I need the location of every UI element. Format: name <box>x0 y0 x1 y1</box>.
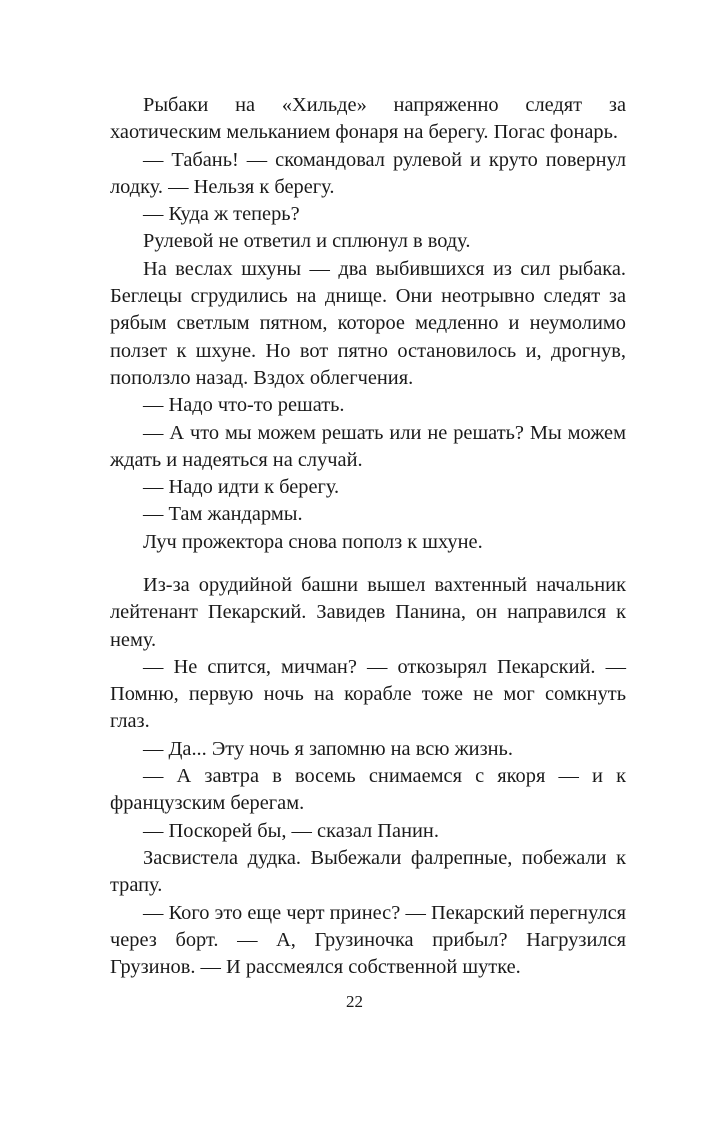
dialogue-line: — Да... Эту ночь я запомню на всю жизнь. <box>143 737 513 760</box>
text-section-1 <box>110 92 626 556</box>
dialogue-line: — Не спится, мичман? — откозырял Пекарский. — Помню, первую ночь на корабле тоже не мог сомкнуть глаз. <box>110 655 626 733</box>
paragraph: Луч прожектора снова пополз к шхуне. <box>143 530 483 553</box>
dialogue-line: — Поскорей бы, — сказал Панин. <box>143 819 439 842</box>
text-section-2 <box>110 572 626 981</box>
paragraph: Засвистела дудка. Выбежали фалрепные, побежали к трапу. <box>110 846 626 897</box>
dialogue-line: — Надо что-то решать. <box>143 394 345 417</box>
dialogue-line: — А что мы можем решать или не решать? Мы можем ждать и надеяться на случай. <box>110 421 626 471</box>
paragraph: Рулевой не ответил и сплюнул в воду. <box>143 230 471 253</box>
dialogue-line: — Кого это еще черт принес? — Пекарский перегнулся через борт. — А, Грузиночка прибыл? Нагрузился Грузинов. — И рассмеялся собственной шутке. <box>110 901 626 979</box>
paragraph: Рыбаки на «Хильде» напряженно следят за хаотическим мельканием фонаря на берегу. Погас фонарь. <box>110 94 626 144</box>
dialogue-line: — Табань! — скомандовал рулевой и круто повернул лодку. — Нельзя к берегу. <box>110 148 626 198</box>
dialogue-line: — Куда ж теперь? <box>143 203 300 226</box>
dialogue-line: — Надо идти к берегу. <box>143 476 340 499</box>
dialogue-line: — А завтра в восемь снимаемся с якоря — и к французским берегам. <box>110 765 626 815</box>
paragraph: На веслах шхуны — два выбившихся из сил рыбака. Беглецы сгрудились на днище. Они неотрывно следят за рябым светлым пятном, которое медленно и неумолимо ползет к шхуне. Но вот пятно остановилось и, дрогнув, поползло назад. Вздох облегчения. <box>110 257 626 389</box>
dialogue-line: — Там жандармы. <box>143 503 303 526</box>
paragraph: Из-за орудийной башни вышел вахтенный начальник лейтенант Пекарский. Завидев Панина, он направился к нему. <box>110 574 626 651</box>
page-number: 22 <box>346 992 363 1011</box>
